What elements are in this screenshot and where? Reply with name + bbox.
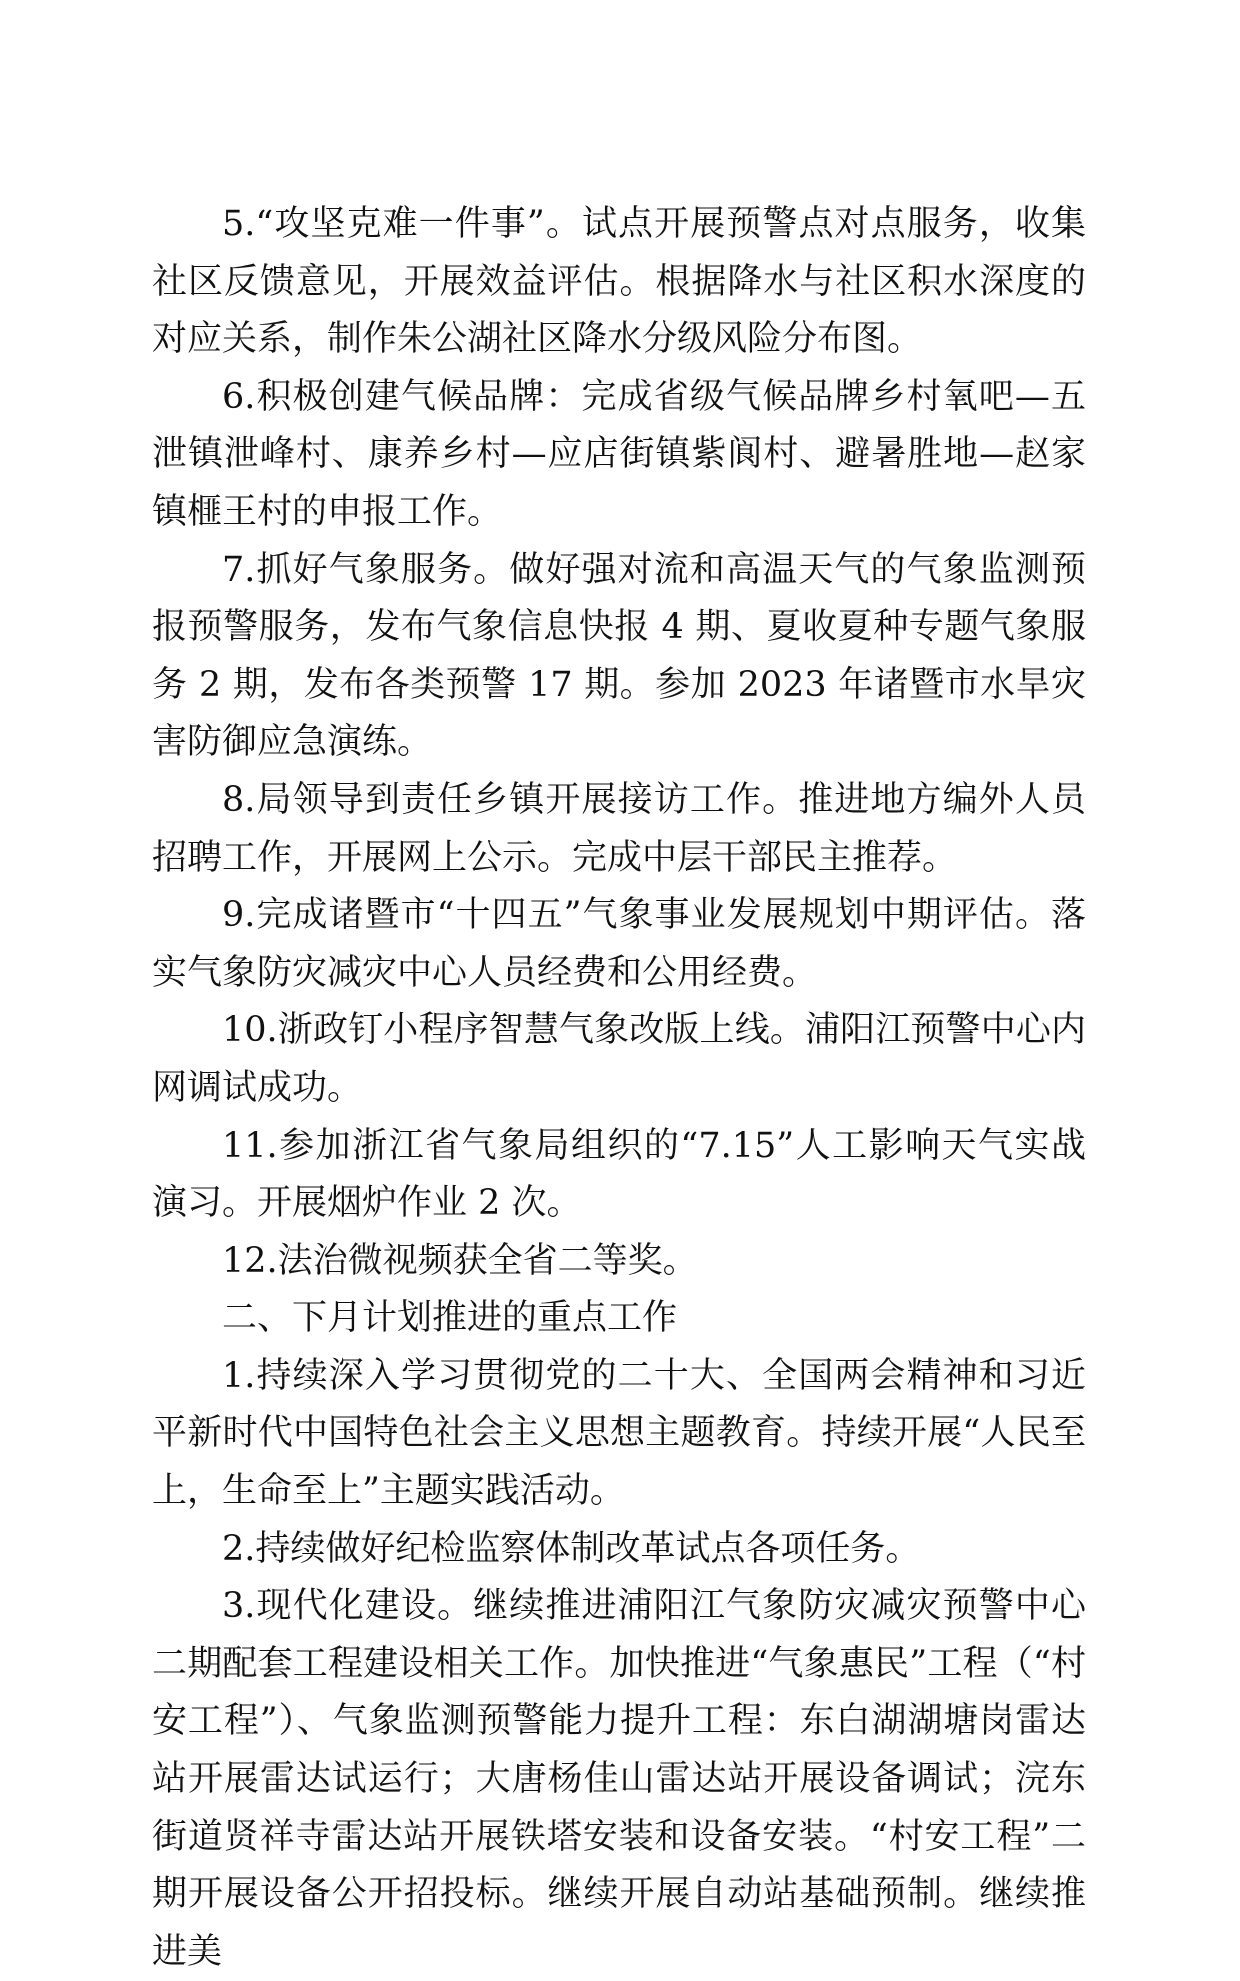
paragraph-item-5: 5.“攻坚克难一件事”。试点开展预警点对点服务，收集社区反馈意见，开展效益评估。根据降水与社区积水深度的对应关系，制作朱公湖社区降水分级风险分布图。 — [152, 204, 1086, 360]
paragraph-item-12: 12.法治微视频获全省二等奖。 — [222, 1240, 698, 1281]
paragraph-item-6: 6.积极创建气候品牌：完成省级气候品牌乡村氧吧—五泄镇泄峰村、康养乡村—应店街镇紫阆村、避暑胜地—赵家镇榧王村的申报工作。 — [152, 376, 1086, 532]
section-heading-next-month: 二、下月计划推进的重点工作 — [222, 1298, 678, 1339]
plan-item-2: 2.持续做好纪检监察体制改革试点各项任务。 — [222, 1528, 921, 1569]
paragraph-item-7: 7.抓好气象服务。做好强对流和高温天气的气象监测预报预警服务，发布气象信息快报 4 期、夏收夏种专题气象服务 2 期，发布各类预警 17 期。参加 2023 年诸暨市水旱灾害防御应急演练。 — [152, 549, 1086, 763]
paragraph-item-8: 8.局领导到责任乡镇开展接访工作。推进地方编外人员招聘工作，开展网上公示。完成中层干部民主推荐。 — [152, 779, 1086, 878]
paragraph-item-11: 11.参加浙江省气象局组织的“7.15”人工影响天气实战演习。开展烟炉作业 2 次。 — [152, 1125, 1086, 1224]
paragraph-item-10: 10.浙政钉小程序智慧气象改版上线。浦阳江预警中心内网调试成功。 — [152, 1010, 1086, 1108]
plan-item-1: 1.持续深入学习贯彻党的二十大、全国两会精神和习近平新时代中国特色社会主义思想主题教育。持续开展“人民至上，生命至上”主题实践活动。 — [152, 1355, 1086, 1512]
document-body — [152, 196, 1086, 1981]
plan-item-3: 3.现代化建设。继续推进浦阳江气象防灾减灾预警中心二期配套工程建设相关工作。加快推进“气象惠民”工程（“村安工程”）、气象监测预警能力提升工程：东白湖湖塘岗雷达站开展雷达试运行；大唐杨佳山雷达站开展设备调试；浣东街道贤祥寺雷达站开展铁塔安装和设备安装。“村安工程”二期开展设备公开招投标。继续开展自动站基础预制。继续推进美 — [152, 1586, 1086, 1972]
paragraph-item-9: 9.完成诸暨市“十四五”气象事业发展规划中期评估。落实气象防灾减灾中心人员经费和公用经费。 — [152, 895, 1086, 993]
